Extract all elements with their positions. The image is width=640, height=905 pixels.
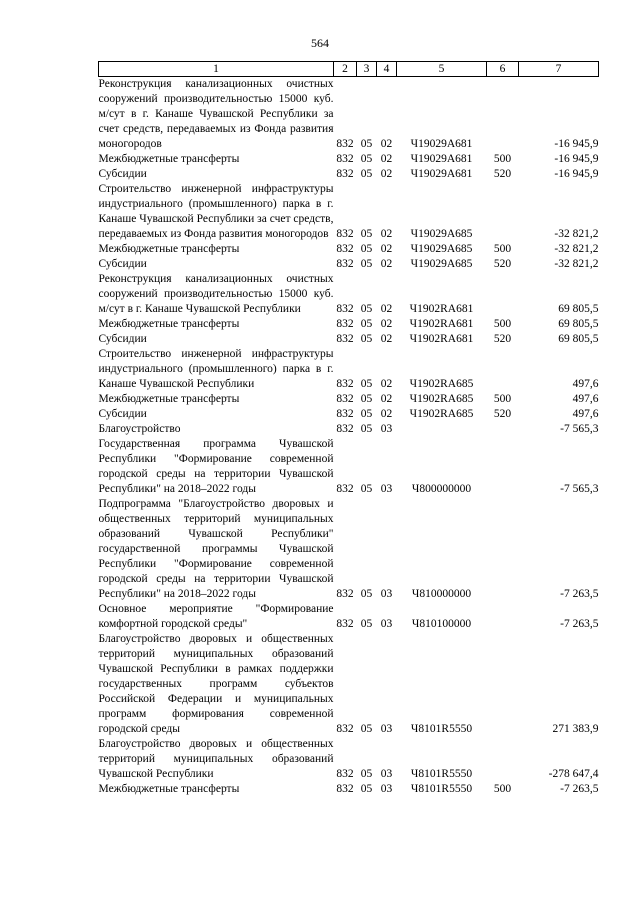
target-article-cell: Ч1902RA681 xyxy=(409,318,474,330)
page-number: 564 xyxy=(311,36,329,50)
name-cell: Реконструкция канализационных очистных сооружений производительностью 15000 куб. м/сут в г. Канаше Чувашской Республики xyxy=(98,273,334,315)
name-cell: Благоустройство дворовых и общественных территорий муниципальных образований Чувашской Республики в рамках поддержки государственных программ субъектов Российской Федерации и муниципальных программ формирования современной городской среды xyxy=(98,633,334,735)
administrator-cell: 832 xyxy=(336,138,354,150)
name-cell: Субсидии xyxy=(98,333,147,345)
sum-cell: 497,6 xyxy=(572,378,599,390)
budget-table xyxy=(98,61,599,797)
subsection-cell: 02 xyxy=(380,228,393,240)
table-row xyxy=(99,332,599,347)
subsection-cell: 02 xyxy=(380,138,393,150)
column-header-administrator: 2 xyxy=(334,62,357,77)
name-cell: Благоустройство дворовых и общественных территорий муниципальных образований Чувашской Республики xyxy=(98,738,334,780)
sum-cell: -278 647,4 xyxy=(548,768,599,780)
subsection-cell: 03 xyxy=(380,588,393,600)
name-cell: Строительство инженерной инфраструктуры индустриального (промышленного) парка в г. Канаше Чувашской Республики xyxy=(98,348,334,390)
subsection-cell: 02 xyxy=(380,258,393,270)
subsection-cell: 02 xyxy=(380,168,393,180)
sum-cell: 497,6 xyxy=(572,408,599,420)
target-article-cell: Ч810100000 xyxy=(411,618,472,630)
section-cell: 05 xyxy=(360,588,373,600)
section-cell: 05 xyxy=(360,138,373,150)
target-article-cell: Ч1902RA685 xyxy=(409,408,474,420)
section-cell: 05 xyxy=(360,408,373,420)
sum-cell: -7 263,5 xyxy=(560,783,599,795)
name-cell: Межбюджетные трансферты xyxy=(98,243,240,255)
name-cell: Субсидии xyxy=(98,408,147,420)
administrator-cell: 832 xyxy=(336,423,354,435)
administrator-cell: 832 xyxy=(336,168,354,180)
section-cell: 05 xyxy=(360,723,373,735)
section-cell: 05 xyxy=(360,228,373,240)
expense-type-cell xyxy=(487,77,519,153)
name-cell: Межбюджетные трансферты xyxy=(98,393,240,405)
target-article-cell: Ч19029А681 xyxy=(410,168,473,180)
target-article-cell: Ч19029А681 xyxy=(410,138,473,150)
section-cell: 05 xyxy=(360,318,373,330)
sum-cell: -7 565,3 xyxy=(560,423,599,435)
subsection-cell: 02 xyxy=(380,408,393,420)
name-cell: Межбюджетные трансферты xyxy=(98,153,240,165)
name-cell: Строительство инженерной инфраструктуры индустриального (промышленного) парка в г. Канаше Чувашской Республики за счет средств, передаваемых из Фонда развития моногородов xyxy=(98,183,334,240)
table-row xyxy=(99,422,599,437)
sum-cell: -16 945,9 xyxy=(554,138,599,150)
sum-cell: -16 945,9 xyxy=(554,153,599,165)
expense-type-cell: 500 xyxy=(493,243,512,255)
administrator-cell: 832 xyxy=(336,723,354,735)
target-article-cell: Ч1902RA681 xyxy=(409,333,474,345)
sum-cell: -16 945,9 xyxy=(554,168,599,180)
subsection-cell: 02 xyxy=(380,303,393,315)
table-row xyxy=(99,632,599,737)
subsection-cell: 03 xyxy=(380,723,393,735)
subsection-cell: 02 xyxy=(380,318,393,330)
table-row xyxy=(99,437,599,497)
sum-cell: 69 805,5 xyxy=(558,333,599,345)
table-row xyxy=(99,497,599,602)
target-article-cell: Ч19029А685 xyxy=(410,243,473,255)
expense-type-cell xyxy=(487,182,519,242)
expense-type-cell: 500 xyxy=(493,393,512,405)
name-cell: Благоустройство xyxy=(98,423,181,435)
table-row xyxy=(99,347,599,392)
sum-cell: -7 565,3 xyxy=(560,483,599,495)
expense-type-cell xyxy=(487,347,519,392)
target-article-cell: Ч800000000 xyxy=(411,483,472,495)
subsection-cell: 02 xyxy=(380,333,393,345)
administrator-cell: 832 xyxy=(336,588,354,600)
section-cell: 05 xyxy=(360,423,373,435)
section-cell: 05 xyxy=(360,168,373,180)
subsection-cell: 03 xyxy=(380,768,393,780)
section-cell: 05 xyxy=(360,333,373,345)
subsection-cell: 02 xyxy=(380,153,393,165)
administrator-cell: 832 xyxy=(336,333,354,345)
name-cell: Субсидии xyxy=(98,258,147,270)
name-cell: Реконструкция канализационных очистных сооружений производительностью 15000 куб. м/сут в г. Канаше Чувашской Республики за счет средств, передаваемых из Фонда развития моногородов xyxy=(98,78,334,150)
column-header-expense-type: 6 xyxy=(487,62,519,77)
administrator-cell: 832 xyxy=(336,618,354,630)
expense-type-cell xyxy=(487,272,519,317)
administrator-cell: 832 xyxy=(336,483,354,495)
target-article-cell: Ч1902RA685 xyxy=(409,393,474,405)
table-row xyxy=(99,272,599,317)
administrator-cell: 832 xyxy=(336,228,354,240)
expense-type-cell: 520 xyxy=(493,333,512,345)
expense-type-cell xyxy=(487,422,519,437)
sum-cell: -7 263,5 xyxy=(560,618,599,630)
section-cell: 05 xyxy=(360,153,373,165)
administrator-cell: 832 xyxy=(336,258,354,270)
target-article-cell: Ч19029А685 xyxy=(410,258,473,270)
section-cell: 05 xyxy=(360,258,373,270)
column-header-name: 1 xyxy=(99,62,334,77)
section-cell: 05 xyxy=(360,243,373,255)
column-header-sum: 7 xyxy=(519,62,599,77)
expense-type-cell: 500 xyxy=(493,318,512,330)
expense-type-cell: 520 xyxy=(493,408,512,420)
administrator-cell: 832 xyxy=(336,378,354,390)
name-cell: Субсидии xyxy=(98,168,147,180)
target-article-cell xyxy=(397,422,487,437)
subsection-cell: 03 xyxy=(380,618,393,630)
table-row xyxy=(99,782,599,797)
section-cell: 05 xyxy=(360,378,373,390)
administrator-cell: 832 xyxy=(336,768,354,780)
subsection-cell: 02 xyxy=(380,393,393,405)
column-header-section: 3 xyxy=(357,62,377,77)
target-article-cell: Ч19029А681 xyxy=(410,153,473,165)
expense-type-cell xyxy=(487,632,519,737)
section-cell: 05 xyxy=(360,768,373,780)
administrator-cell: 832 xyxy=(336,783,354,795)
name-cell: Межбюджетные трансферты xyxy=(98,318,240,330)
target-article-cell: Ч8101R5550 xyxy=(410,768,473,780)
sum-cell: 497,6 xyxy=(572,393,599,405)
name-cell: Межбюджетные трансферты xyxy=(98,783,240,795)
expense-type-cell: 500 xyxy=(493,783,512,795)
target-article-cell: Ч1902RA681 xyxy=(409,303,474,315)
sum-cell: -32 821,2 xyxy=(554,228,599,240)
table-row xyxy=(99,77,599,153)
expense-type-cell: 520 xyxy=(493,168,512,180)
table-row xyxy=(99,167,599,182)
table-row xyxy=(99,407,599,422)
administrator-cell: 832 xyxy=(336,303,354,315)
table-body xyxy=(99,77,599,798)
subsection-cell: 02 xyxy=(380,378,393,390)
sum-cell: 271 383,9 xyxy=(552,723,599,735)
section-cell: 05 xyxy=(360,393,373,405)
name-cell: Государственная программа Чувашской Республики "Формирование современной городской среды на территории Чувашской Республики" на 2018–2022 годы xyxy=(98,438,334,495)
column-header-subsection: 4 xyxy=(377,62,397,77)
table-header-row xyxy=(99,62,599,77)
table-row xyxy=(99,257,599,272)
table-row xyxy=(99,317,599,332)
sum-cell: 69 805,5 xyxy=(558,303,599,315)
target-article-cell: Ч1902RA685 xyxy=(409,378,474,390)
section-cell: 05 xyxy=(360,618,373,630)
subsection-cell: 03 xyxy=(380,423,393,435)
administrator-cell: 832 xyxy=(336,318,354,330)
administrator-cell: 832 xyxy=(336,153,354,165)
target-article-cell: Ч810000000 xyxy=(411,588,472,600)
table-row xyxy=(99,737,599,782)
expense-type-cell xyxy=(487,497,519,602)
target-article-cell: Ч8101R5550 xyxy=(410,783,473,795)
section-cell: 05 xyxy=(360,783,373,795)
sum-cell: -32 821,2 xyxy=(554,243,599,255)
subsection-cell: 03 xyxy=(380,483,393,495)
table-row xyxy=(99,152,599,167)
expense-type-cell: 500 xyxy=(493,153,512,165)
subsection-cell: 03 xyxy=(380,783,393,795)
expense-type-cell xyxy=(487,437,519,497)
column-header-target-article: 5 xyxy=(397,62,487,77)
sum-cell: -7 263,5 xyxy=(560,588,599,600)
table-row xyxy=(99,602,599,632)
name-cell: Основное мероприятие "Формирование комфортной городской среды" xyxy=(98,603,334,630)
section-cell: 05 xyxy=(360,303,373,315)
expense-type-cell xyxy=(487,737,519,782)
target-article-cell: Ч8101R5550 xyxy=(410,723,473,735)
expense-type-cell: 520 xyxy=(493,258,512,270)
sum-cell: 69 805,5 xyxy=(558,318,599,330)
table-row xyxy=(99,242,599,257)
table-row xyxy=(99,392,599,407)
subsection-cell: 02 xyxy=(380,243,393,255)
administrator-cell: 832 xyxy=(336,408,354,420)
administrator-cell: 832 xyxy=(336,243,354,255)
section-cell: 05 xyxy=(360,483,373,495)
administrator-cell: 832 xyxy=(336,393,354,405)
target-article-cell: Ч19029А685 xyxy=(410,228,473,240)
expense-type-cell xyxy=(487,602,519,632)
table-row xyxy=(99,182,599,242)
name-cell: Подпрограмма "Благоустройство дворовых и общественных территорий муниципальных образований Чувашской Республики" государственной программы Чувашской Республики "Формирование современной городской среды на территории Чувашской Республики" на 2018–2022 годы xyxy=(98,498,334,600)
sum-cell: -32 821,2 xyxy=(554,258,599,270)
